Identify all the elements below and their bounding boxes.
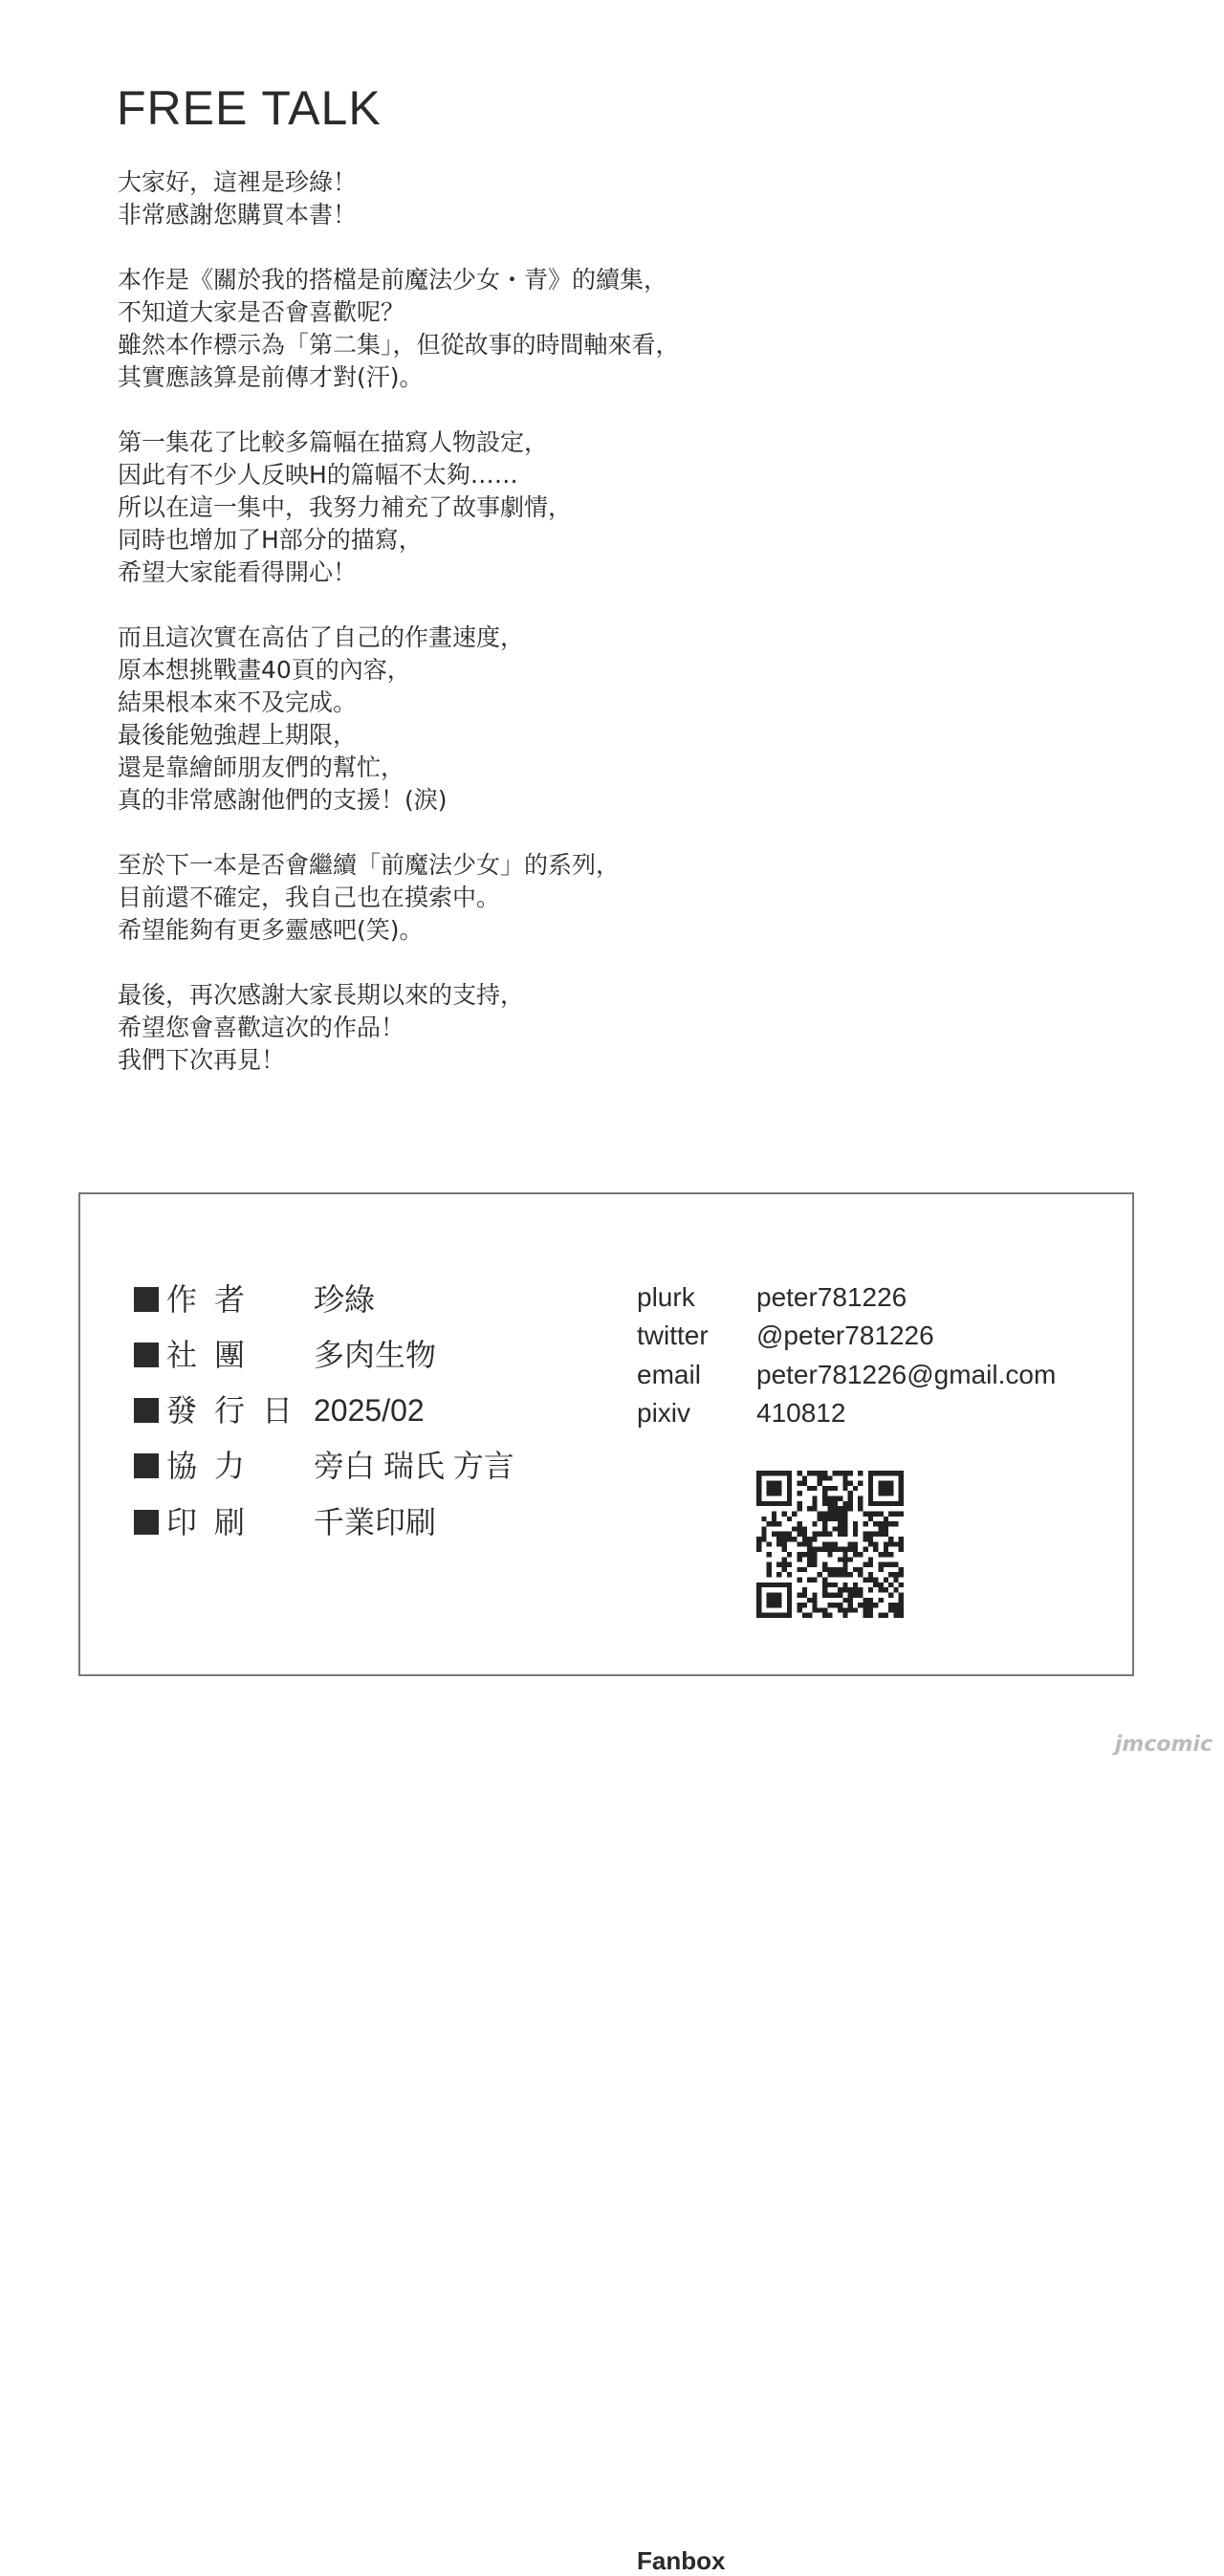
body-line xyxy=(118,231,680,264)
body-line: 結果根本來不及完成。 xyxy=(118,688,358,716)
body-line: 我們下次再見！ xyxy=(118,1046,286,1074)
bullet-square-icon xyxy=(134,1398,159,1423)
contact-row-twitter xyxy=(637,1319,934,1353)
contact-row-plurk xyxy=(637,1280,907,1315)
body-line: 希望您會喜歡這次的作品！ xyxy=(118,1014,405,1041)
contact-label: pixiv xyxy=(637,1398,691,1428)
page-title: FREE TALK xyxy=(117,81,382,135)
body-line: 同時也增加了H部分的描寫， xyxy=(118,526,423,554)
colophon-value: 旁白 瑞氏 方言 xyxy=(314,1449,514,1483)
body-line: 因此有不少人反映H的篇幅不太夠…… xyxy=(118,461,518,489)
watermark-logo: jmcomic xyxy=(1114,1733,1213,1757)
body-line: 希望能夠有更多靈感吧(笑)。 xyxy=(118,916,424,944)
body-line: 不知道大家是否會喜歡呢？ xyxy=(118,298,405,326)
body-line: 大家好，這裡是珍綠！ xyxy=(118,168,358,196)
colophon-row xyxy=(134,1278,375,1321)
contact-label: plurk xyxy=(637,1282,695,1312)
colophon-value: 千業印刷 xyxy=(314,1505,437,1539)
bullet-square-icon xyxy=(134,1343,159,1367)
colophon-row xyxy=(134,1445,514,1487)
fanbox-qr-code[interactable] xyxy=(756,1471,904,1618)
colophon-label: 印刷 xyxy=(166,1504,263,1540)
contact-value: 410812 xyxy=(756,1398,846,1428)
bullet-square-icon xyxy=(134,1453,159,1478)
body-line: 而且這次實在高估了自己的作畫速度， xyxy=(118,623,525,651)
body-line: 最後能勉強趕上期限， xyxy=(118,721,358,749)
body-line: 非常感謝您購買本書！ xyxy=(118,201,358,229)
contact-value: @peter781226 xyxy=(756,1321,934,1350)
body-line: 本作是《關於我的搭檔是前魔法少女・青》的續集， xyxy=(118,266,668,294)
free-talk-body xyxy=(118,166,680,1077)
contact-label: twitter xyxy=(637,1321,709,1350)
colophon-label: 作者 xyxy=(166,1281,263,1318)
body-line: 雖然本作標示為「第二集」，但從故事的時間軸來看， xyxy=(118,331,680,359)
colophon-label: 社團 xyxy=(166,1337,263,1373)
body-line: 至於下一本是否會繼續「前魔法少女」的系列， xyxy=(118,851,621,879)
body-line: 所以在這一集中，我努力補充了故事劇情， xyxy=(118,493,573,521)
body-line: 希望大家能看得開心！ xyxy=(118,558,358,586)
colophon-value: 珍綠 xyxy=(314,1282,376,1317)
colophon-value: 2025/02 xyxy=(314,1393,425,1428)
contact-row-email xyxy=(637,1358,1056,1392)
colophon-value: 多肉生物 xyxy=(314,1338,437,1372)
body-line xyxy=(118,394,680,426)
colophon-label: 協力 xyxy=(166,1448,263,1484)
colophon-row xyxy=(134,1389,425,1431)
contact-row-pixiv xyxy=(637,1396,845,1430)
colophon-row xyxy=(134,1501,436,1543)
body-line: 第一集花了比較多篇幅在描寫人物設定， xyxy=(118,428,549,456)
bullet-square-icon xyxy=(134,1510,159,1535)
body-line xyxy=(118,947,680,979)
colophon-label: 發行日 xyxy=(166,1392,311,1429)
body-line: 還是靠繪師朋友們的幫忙， xyxy=(118,753,405,781)
body-line xyxy=(118,589,680,622)
body-line: 目前還不確定，我自己也在摸索中。 xyxy=(118,884,501,911)
contact-value: peter781226@gmail.com xyxy=(756,1360,1057,1389)
body-line: 其實應該算是前傳才對(汗)。 xyxy=(118,363,424,391)
body-line xyxy=(118,817,680,849)
body-line: 原本想挑戰畫40頁的內容， xyxy=(118,656,411,684)
contact-label: email xyxy=(637,1360,701,1389)
body-line: 真的非常感謝他們的支援！(淚) xyxy=(118,786,448,814)
bullet-square-icon xyxy=(134,1287,159,1312)
body-line: 最後，再次感謝大家長期以來的支持， xyxy=(118,981,525,1009)
contact-value: peter781226 xyxy=(756,1282,907,1312)
colophon-box xyxy=(78,1192,1134,2575)
colophon-row xyxy=(134,1334,436,1376)
fanbox-label: Fanbox xyxy=(637,2546,726,2575)
